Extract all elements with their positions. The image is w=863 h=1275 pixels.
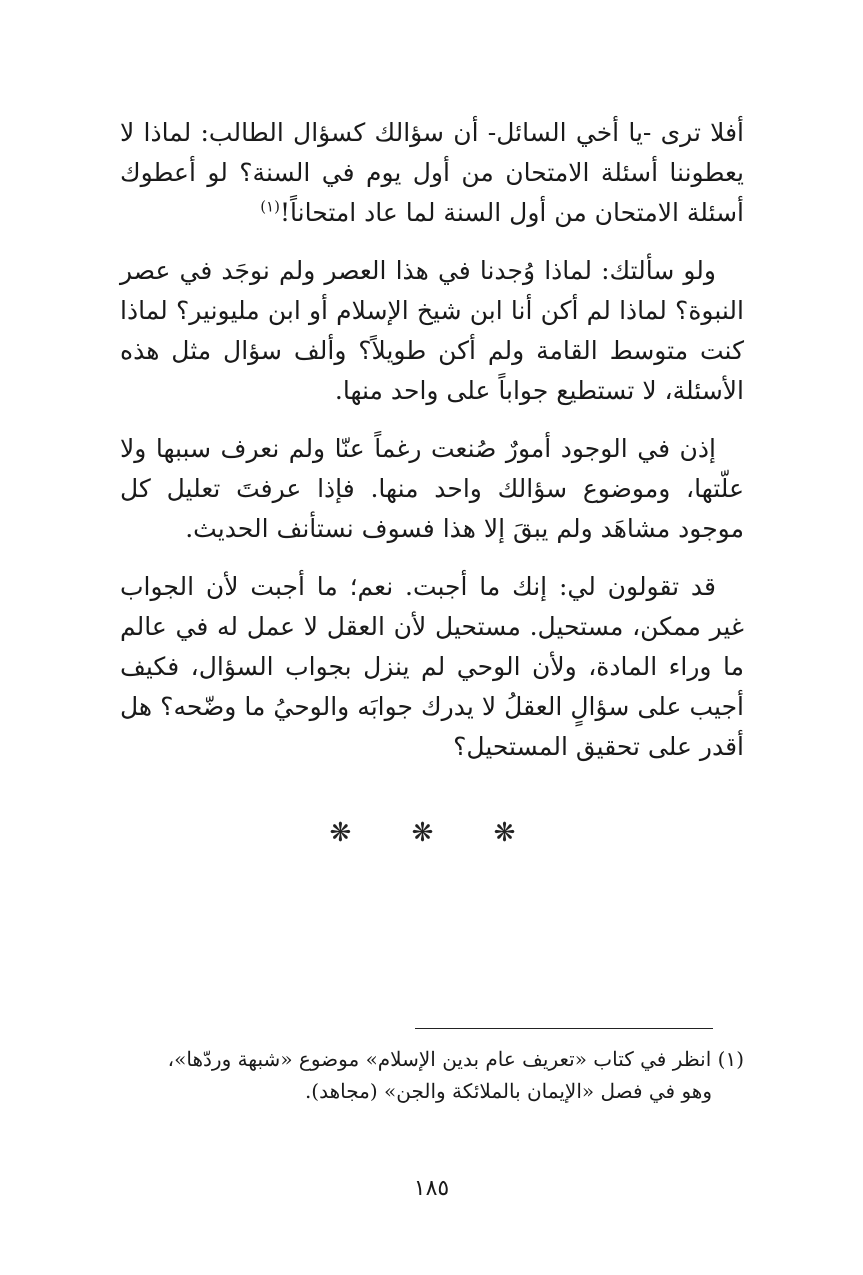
paragraph-3: إذن في الوجود أمورٌ صُنعت رغماً عنّا ولم نعرف سببها ولا علّتها، وموضوع سؤالك واحد منها. فإذا عرفتَ تعليل كل موجود مشاهَد ولم يبقَ إلا هذا فسوف نستأنف الحديث. [120, 434, 744, 543]
footnote-line-2: وهو في فصل «الإيمان بالملائكة والجن» (مجاهد). [304, 1079, 712, 1103]
paragraph-1 [120, 113, 744, 233]
paragraph-1-text: أفلا ترى -يا أخي السائل- أن سؤالك كسؤال الطالب: لماذا لا يعطوننا أسئلة الامتحان من أول يوم في السنة؟ لو أعطوك أسئلة الامتحان من أول السنة لما عاد امتحاناً! [120, 118, 744, 227]
paragraph-4: قد تقولون لي: إنك ما أجبت. نعم؛ ما أجبت لأن الجواب غير ممكن، مستحيل. مستحيل لأن العقل لا عمل له في عالم ما وراء المادة، ولأن الوحي لم ينزل بجواب السؤال، فكيف أجيب على سؤالٍ العقلُ لا يدرك جوابَه والوحيُ ما وضّحه؟ هل أقدر على تحقيق المستحيل؟ [120, 572, 744, 761]
footnote-reference: (١) [260, 197, 280, 216]
main-text [120, 113, 744, 785]
section-separator [0, 818, 863, 848]
separator-star-icon: ❋ [493, 818, 534, 848]
page-number: ١٨٥ [413, 1176, 450, 1201]
separator-star-icon: ❋ [411, 818, 452, 848]
footnote-divider [415, 1028, 713, 1029]
footnotes [120, 1043, 744, 1107]
separator-star-icon: ❋ [329, 818, 370, 848]
footnote-line-1: (١) انظر في كتاب «تعريف عام بدين الإسلام» موضوع «شبهة وردّها»، [167, 1047, 744, 1071]
paragraph-2: ولو سألتك: لماذا وُجدنا في هذا العصر ولم نوجَد في عصر النبوة؟ لماذا لم أكن أنا ابن شيخ الإسلام أو ابن مليونير؟ لماذا كنت متوسط القامة ولم أكن طويلاً؟ وألف سؤال مثل هذه الأسئلة، لا تستطيع جواباً على واحد منها. [120, 256, 744, 405]
